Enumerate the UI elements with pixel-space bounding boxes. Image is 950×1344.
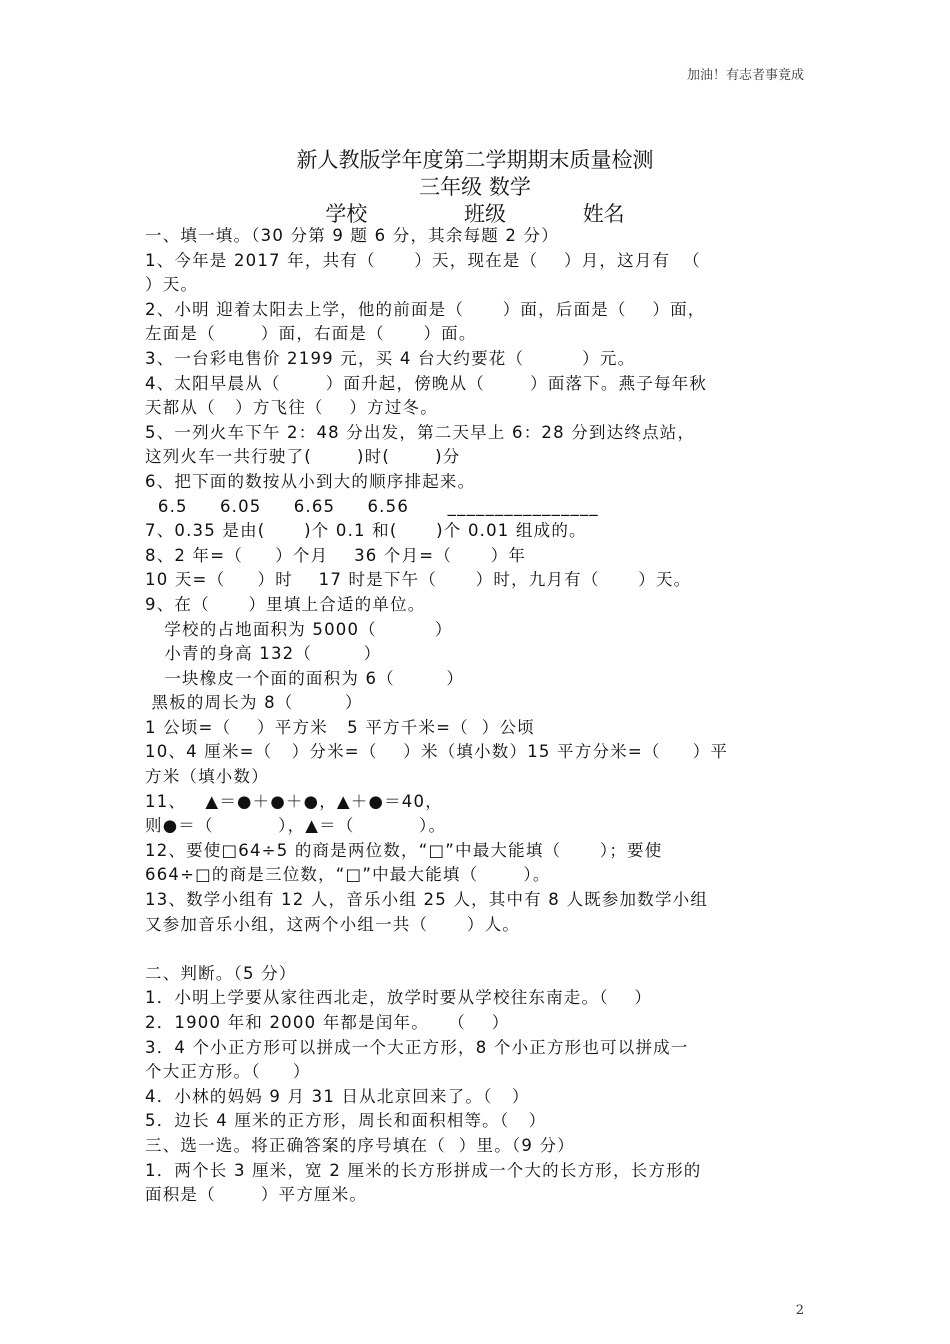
question-line: 一、填一填。（30 分第 9 题 6 分，其余每题 2 分） — [145, 226, 559, 245]
question-line: 天都从（ ）方飞往（ ）方过冬。 — [145, 398, 438, 418]
page-number: 2 — [795, 1303, 804, 1318]
question-line: 3．4 个小正方形可以拼成一个大正方形，8 个小正方形也可以拼成一 — [145, 1037, 689, 1057]
question-line: 8、2 年=（ ）个月 36 个月=（ ）年 — [145, 545, 527, 565]
question-line: 则●＝（ ），▲＝（ ）。 — [145, 816, 447, 836]
question-line: ）天。 — [145, 275, 199, 295]
question-line: 6.5 6.05 6.65 6.56 ________________ — [145, 496, 599, 516]
page-title: 新人教版学年度第二学期期末质量检测 — [296, 148, 654, 172]
question-line: 7、0.35 是由( )个 0.1 和( )个 0.01 组成的。 — [145, 521, 587, 541]
question-line: 4、太阳早晨从（ ）面升起，傍晚从（ ）面落下。燕子每年秋 — [145, 373, 708, 393]
question-line: 2、小明 迎着太阳去上学，他的前面是（ ）面，后面是（ ）面， — [145, 299, 706, 319]
question-line: 二、判断。（5 分） — [145, 963, 297, 983]
question-line: 黑板的周长为 8（ ） — [145, 693, 363, 713]
question-line: 4．小林的妈妈 9 月 31 日从北京回来了。（ ） — [145, 1086, 530, 1106]
title-block — [0, 146, 950, 228]
question-line: 6、把下面的数按从小到大的顺序排起来。 — [145, 471, 476, 491]
question-line: 面积是（ ）平方厘米。 — [145, 1185, 368, 1205]
field-name-label: 姓名 — [582, 202, 625, 226]
question-line: 这列火车一共行驶了( )时( )分 — [145, 447, 461, 467]
question-line: 一块橡皮一个面的面积为 6（ ） — [145, 668, 465, 688]
field-school-label: 学校 — [325, 202, 368, 226]
question-line: 1、今年是 2017 年，共有（ ）天，现在是（ ）月，这月有 （ — [145, 250, 701, 270]
question-line: 11、 ▲＝●＋●＋●，▲＋●＝40， — [145, 791, 443, 811]
exam-body — [145, 224, 810, 1208]
question-line: 又参加音乐小组，这两个小组一共（ ）人。 — [145, 914, 520, 934]
question-line: 方米（填小数） — [145, 767, 269, 787]
question-line: 13、数学小组有 12 人，音乐小组 25 人，其中有 8 人既参加数学小组 — [145, 890, 709, 910]
question-line — [145, 937, 810, 962]
question-line: 3、一台彩电售价 2199 元，买 4 台大约要花（ ）元。 — [145, 348, 636, 368]
question-line: 学校的占地面积为 5000（ ） — [145, 619, 453, 639]
question-line: 9、在（ ）里填上合适的单位。 — [145, 594, 426, 614]
question-line: 1．两个长 3 厘米，宽 2 厘米的长方形拼成一个大的长方形，长方形的 — [145, 1160, 702, 1180]
question-line: 10 天=（ ）时 17 时是下午（ ）时，九月有（ ）天。 — [145, 570, 692, 590]
page-subtitle: 三年级 数学 — [419, 175, 531, 199]
question-line: 左面是（ ）面，右面是（ ）面。 — [145, 324, 477, 344]
question-line: 个大正方形。（ ） — [145, 1062, 311, 1082]
question-line: 三、选一选。将正确答案的序号填在（ ）里。（9 分） — [145, 1135, 575, 1155]
question-line: 10、4 厘米=（ ）分米=（ ）米（填小数）15 平方分米=（ ）平 — [145, 742, 729, 762]
field-class-label: 班级 — [464, 202, 506, 226]
question-line: 5、一列火车下午 2：48 分出发，第二天早上 6：28 分到达终点站， — [145, 422, 696, 442]
question-line: 1．小明上学要从家往西北走，放学时要从学校往东南走。（ ） — [145, 988, 653, 1008]
question-line: 5．边长 4 厘米的正方形，周长和面积相等。（ ） — [145, 1111, 547, 1131]
question-line: 小青的身高 132（ ） — [145, 644, 382, 664]
question-line: 1 公顷=（ ）平方米 5 平方千米=（ ）公顷 — [145, 717, 535, 737]
question-line: 664÷□的商是三位数，“□”中最大能填（ ）。 — [145, 865, 551, 885]
header-note: 加油！有志者事竟成 — [686, 68, 804, 83]
question-line: 2．1900 年和 2000 年都是闰年。 （ ） — [145, 1013, 510, 1032]
question-line: 12、要使□64÷5 的商是两位数，“□”中最大能填（ ）；要使 — [145, 840, 663, 860]
